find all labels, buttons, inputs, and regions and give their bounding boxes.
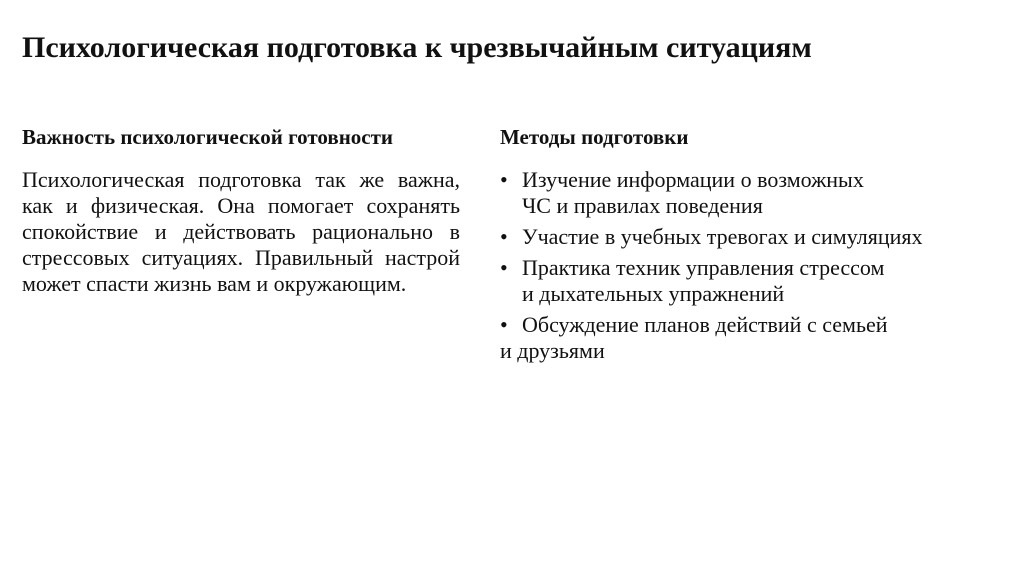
method-text-line: Изучение информации о возможных <box>522 167 864 192</box>
method-text-line: Участие в учебных тревогах и симуляциях <box>522 224 923 249</box>
bullet-icon: • <box>500 167 508 192</box>
bullet-icon: • <box>500 224 508 249</box>
methods-list-item <box>500 224 1000 250</box>
left-column-heading: Важность психологической готовности <box>22 125 394 149</box>
method-text: Обсуждение планов действий с семьей <box>522 312 888 337</box>
method-text-line: и друзьями <box>500 338 605 363</box>
methods-list-item <box>500 255 1000 307</box>
methods-list <box>500 167 1000 369</box>
methods-list-item <box>500 312 1000 364</box>
methods-list-item <box>500 167 1000 219</box>
method-text-line: ЧС и правилах поведения <box>522 193 763 218</box>
method-text-line: и дыхательных упражнений <box>522 281 785 306</box>
left-column-body: Психологическая подготовка так же важна, как и физическая. Она помогает сохранять спокойствие и действовать рационально в стрессовых ситуациях. Правильный настрой может спасти жизнь вам и окружающим. <box>22 167 460 296</box>
bullet-icon: • <box>500 312 508 337</box>
right-column-heading: Методы подготовки <box>500 125 689 149</box>
slide-title: Психологическая подготовка к чрезвычайным ситуациям <box>22 31 812 64</box>
bullet-icon: • <box>500 255 508 280</box>
method-text-line <box>500 312 1000 338</box>
method-text-line: Практика техник управления стрессом <box>522 255 885 280</box>
